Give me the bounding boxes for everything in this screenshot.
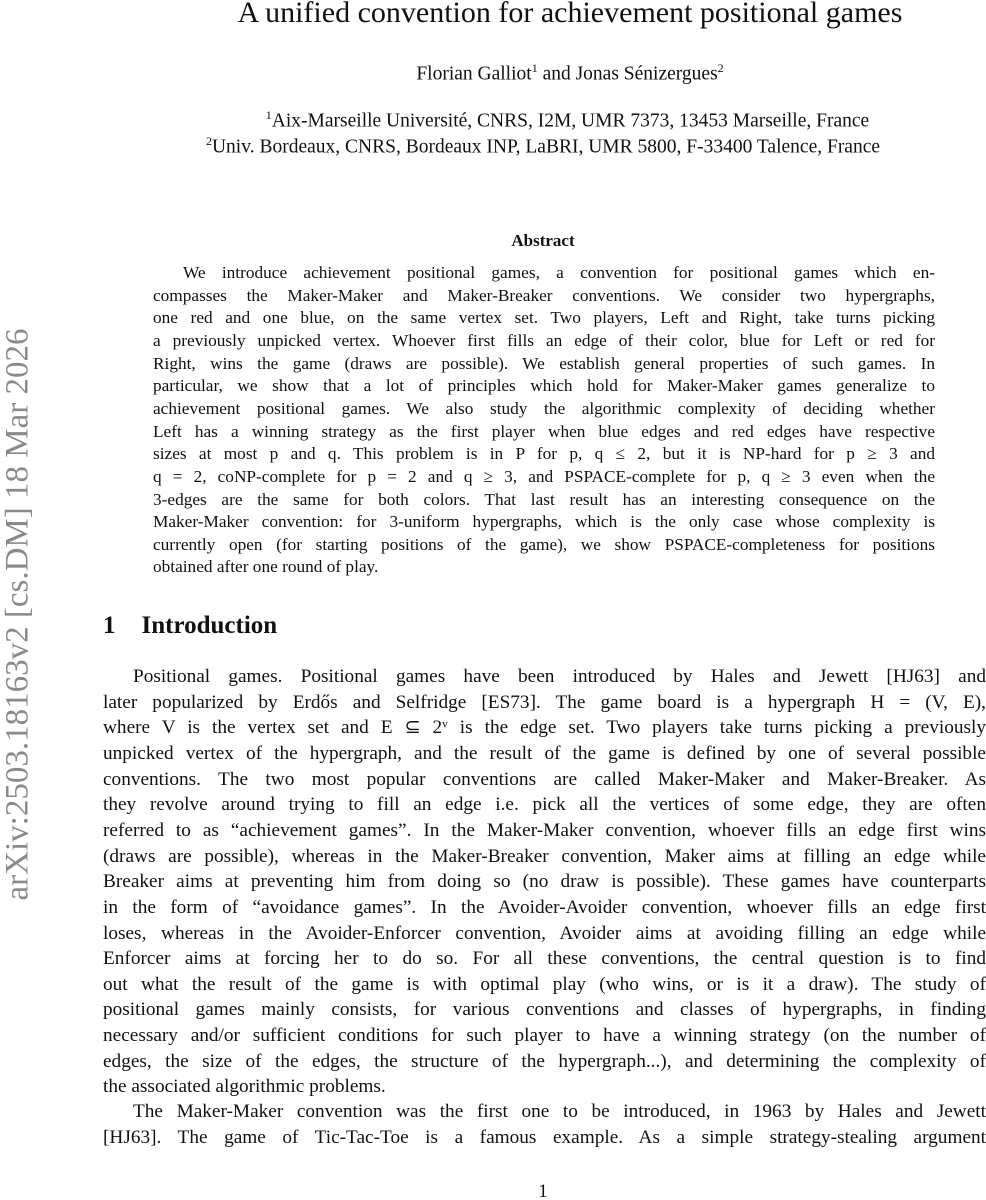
section-number: 1 [103, 612, 116, 639]
body-line: Positional games. Positional games have been introduced by Hales and Jewett [HJ63] and [133, 666, 986, 687]
body-line: in the form of “avoidance games”. In the Avoider-Avoider convention, whoever fills an edge first [103, 896, 986, 918]
body-line: The Maker-Maker convention was the first one to be introduced, in 1963 by Hales and Jewett [133, 1101, 986, 1122]
abstract-line: one red and one blue, on the same vertex set. Two players, Left and Right, take turns picking [153, 308, 935, 328]
affiliation-2 [0, 134, 986, 159]
aff-sup: 1 [265, 108, 272, 122]
affiliation-1 [0, 108, 986, 133]
body-line: where V is the vertex set and E ⊆ 2ᵛ is the edge set. Two players take turns picking a previously [103, 717, 986, 739]
body-line: Breaker aims at preventing him from doing so (no draw is possible). These games have counterparts [103, 871, 986, 893]
body-line: they revolve around trying to fill an edge i.e. pick all the vertices of some edge, they are often [103, 794, 986, 816]
abstract-line: 3-edges are the same for both colors. That last result has an interesting consequence on the [153, 489, 935, 509]
abstract-line: particular, we show that a lot of principles which hold for Maker-Maker games generalize to [153, 376, 935, 396]
arxiv-identifier: arXiv:2503.18163v2 [cs.DM] 18 Mar 2026 [0, 328, 36, 901]
body-line: Enforcer aims at forcing her to do so. For all these conventions, the central question is to find [103, 948, 986, 970]
abstract-line: Maker-Maker convention: for 3-uniform hypergraphs, which is the only case whose complexity is [153, 512, 935, 532]
body-line: the associated algorithmic problems. [103, 1076, 386, 1098]
body-line: (draws are possible), whereas in the Maker-Breaker convention, Maker aims at filling an edge while [103, 845, 986, 867]
authors [0, 61, 986, 86]
abstract-line: Right, wins the game (draws are possible). We establish general properties of such games. In [153, 353, 935, 373]
aff-sup: 2 [205, 134, 212, 148]
abstract-heading: Abstract [511, 231, 575, 250]
abstract-line: We introduce achievement positional games, a convention for positional games which en- [183, 263, 935, 282]
abstract-line: a previously unpicked vertex. Whoever first fills an edge of their color, blue for Left or red for [153, 330, 935, 350]
body-line: later popularized by Erdős and Selfridge [ES73]. The game board is a hypergraph H = (V, E), [103, 691, 986, 713]
abstract-line: achievement positional games. We also study the algorithmic complexity of deciding whether [153, 398, 935, 418]
section-title: Introduction [141, 612, 278, 639]
body-line: loses, whereas in the Avoider-Enforcer convention, Avoider aims at avoiding filling an edge while [103, 922, 986, 944]
abstract-line: q = 2, coNP-complete for p = 2 and q ≥ 3, and PSPACE-complete for p, q ≥ 3 even when the [153, 466, 935, 486]
author-1-sup: 1 [531, 61, 538, 75]
body-line: necessary and/or sufficient conditions for such player to have a winning strategy (on the number of [103, 1025, 986, 1047]
paper-title: A unified convention for achievement positional games [237, 0, 903, 29]
body-line: edges, the size of the edges, the structure of the hypergraph...), and determining the complexity of [103, 1050, 986, 1072]
body-line: positional games mainly consists, for various conventions and classes of hypergraphs, in finding [103, 999, 986, 1021]
author-2: Jonas Sénizergues [575, 63, 718, 85]
body-line: conventions. The two most popular conventions are called Maker-Maker and Maker-Breaker. As [103, 768, 986, 790]
body-line: [HJ63]. The game of Tic-Tac-Toe is a famous example. As a simple strategy-stealing argument [103, 1126, 986, 1148]
page-number: 1 [538, 1181, 548, 1200]
body-line: out what the result of the game is with optimal play (who wins, or is it a draw). The study of [103, 973, 986, 995]
author-2-sup: 2 [717, 61, 724, 75]
aff-text: Aix-Marseille Université, CNRS, I2M, UMR 7373, 13453 Marseille, France [271, 110, 870, 132]
abstract-line: sizes at most p and q. This problem is in P for p, q ≤ 2, but it is NP-hard for p ≥ 3 and [153, 444, 935, 464]
author-conj: and [537, 63, 576, 85]
author-1: Florian Galliot [416, 63, 532, 85]
aff-text: Univ. Bordeaux, CNRS, Bordeaux INP, LaBRI, UMR 5800, F-33400 Talence, France [211, 136, 881, 158]
abstract-line: Left has a winning strategy as the first player when blue edges and red edges have respective [153, 421, 935, 441]
abstract-line: obtained after one round of play. [153, 557, 379, 577]
abstract-line: compasses the Maker-Maker and Maker-Breaker conventions. We consider two hypergraphs, [153, 285, 935, 305]
section-heading [103, 612, 277, 640]
body-line: referred to as “achievement games”. In the Maker-Maker convention, whoever fills an edge first wins [103, 819, 986, 841]
body-line: unpicked vertex of the hypergraph, and the result of the game is defined by one of several possible [103, 742, 986, 764]
abstract-line: currently open (for starting positions of the game), we show PSPACE-completeness for positions [153, 534, 935, 554]
